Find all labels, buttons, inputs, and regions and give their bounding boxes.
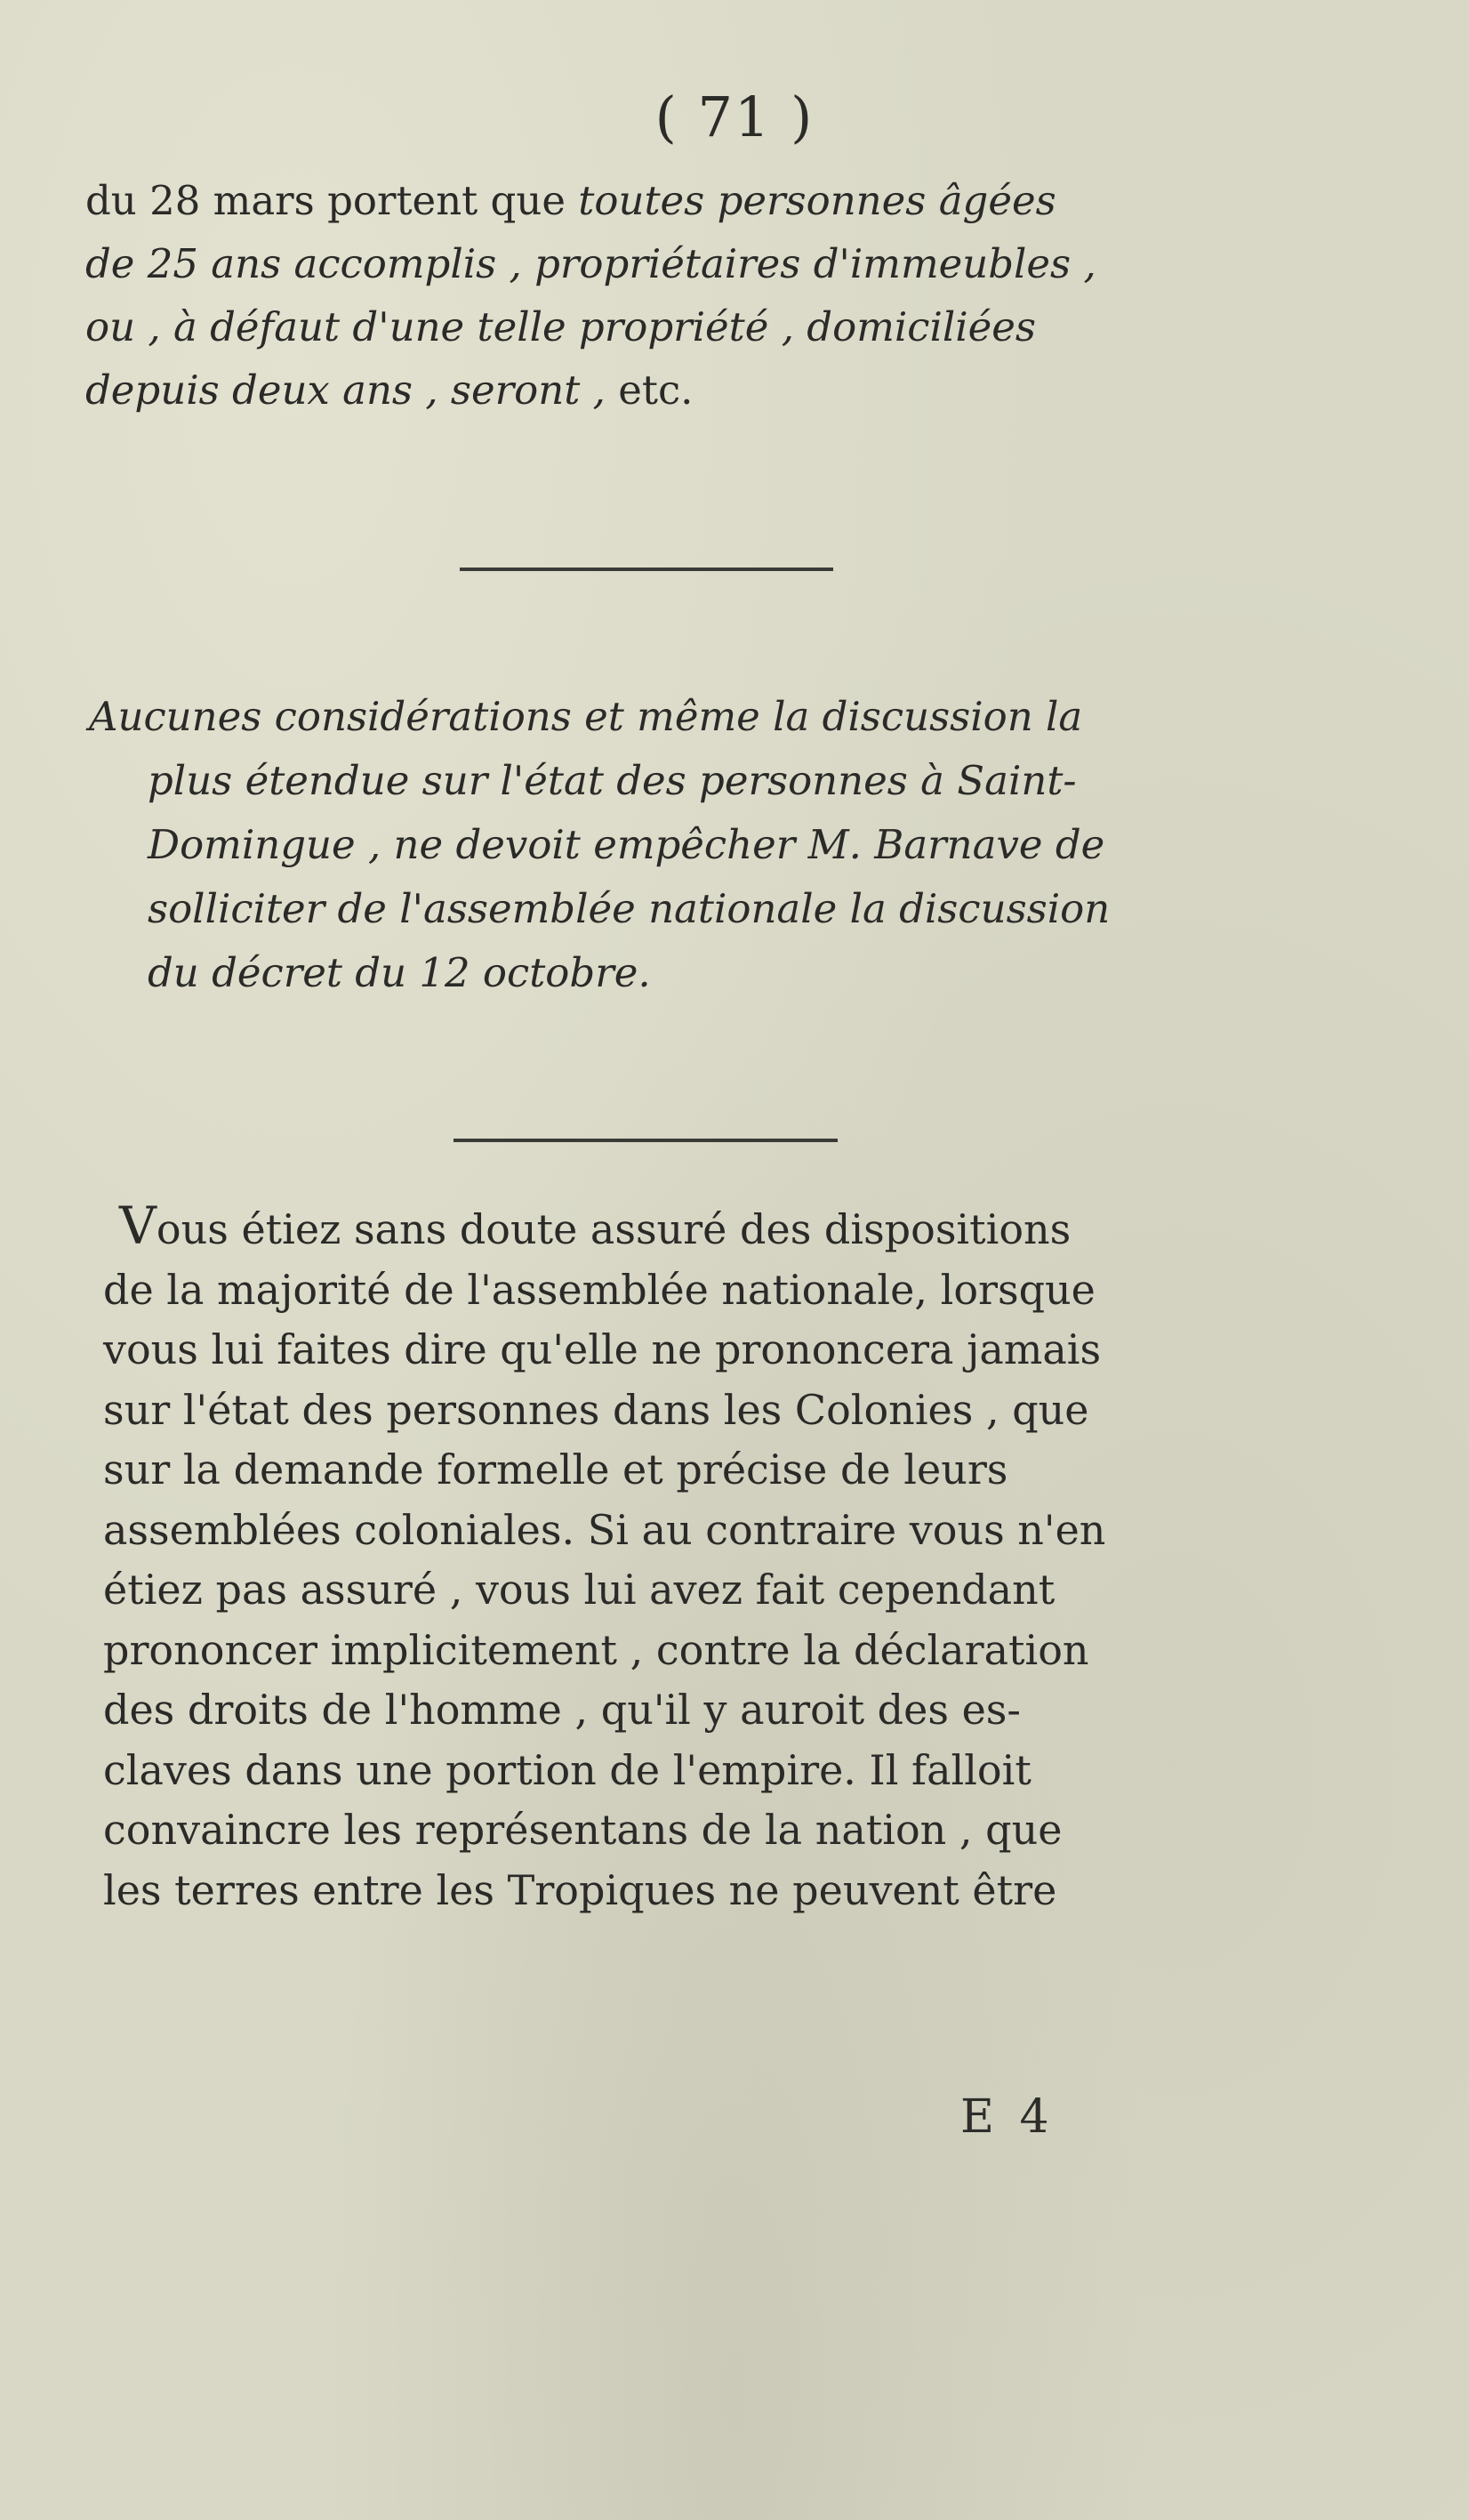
text-line: étiez pas assuré , vous lui avez fait cependant [103, 1566, 1056, 1614]
text-line: du 28 mars portent que toutes personnes âgées [85, 177, 1056, 224]
text-line: claves dans une portion de l'empire. Il falloit [103, 1745, 1032, 1794]
text-line: prononcer implicitement , contre la déclaration [103, 1625, 1089, 1674]
text-line: Domingue , ne devoit empêcher M. Barnave de [148, 821, 1105, 868]
text-line: de 25 ans accomplis , propriétaires d'immeubles , [85, 240, 1096, 287]
text-line: assemblées coloniales. Si au contraire vous n'en [103, 1505, 1106, 1554]
text-line: Vous étiez sans doute assuré des dispositions [119, 1196, 1072, 1256]
paragraph-italic-heading [89, 685, 1110, 1005]
text-line: des droits de l'homme , qu'il y auroit des es- [103, 1686, 1021, 1734]
section-divider [460, 568, 833, 571]
text-line: depuis deux ans , seront , etc. [85, 366, 694, 414]
text-line: ou , à défaut d'une telle propriété , domiciliées [85, 303, 1036, 350]
text-line: solliciter de l'assemblée nationale la discussion [148, 885, 1111, 932]
text-line: convaincre les représentans de la nation , que [103, 1806, 1063, 1854]
text-line: plus étendue sur l'état des personnes à Saint- [148, 757, 1077, 804]
text-line: sur la demande formelle et précise de leurs [103, 1445, 1008, 1493]
signature-mark: E 4 [960, 2090, 1055, 2144]
text-line: de la majorité de l'assemblée nationale, lorsque [103, 1265, 1096, 1314]
paragraph-decree-quote [85, 169, 1096, 422]
initial-letter: V [119, 1196, 157, 1256]
text-line: Aucunes considérations et même la discussion la [89, 693, 1083, 740]
text-line: du décret du 12 octobre. [148, 949, 651, 996]
section-divider [454, 1139, 838, 1142]
paragraph-body-text [103, 1196, 1105, 1920]
text-line: les terres entre les Tropiques ne peuvent être [103, 1865, 1057, 1914]
text-line: vous lui faites dire qu'elle ne prononcera jamais [103, 1325, 1102, 1373]
text-line: sur l'état des personnes dans les Colonies , que [103, 1385, 1089, 1434]
page-number: ( 71 ) [654, 85, 815, 149]
